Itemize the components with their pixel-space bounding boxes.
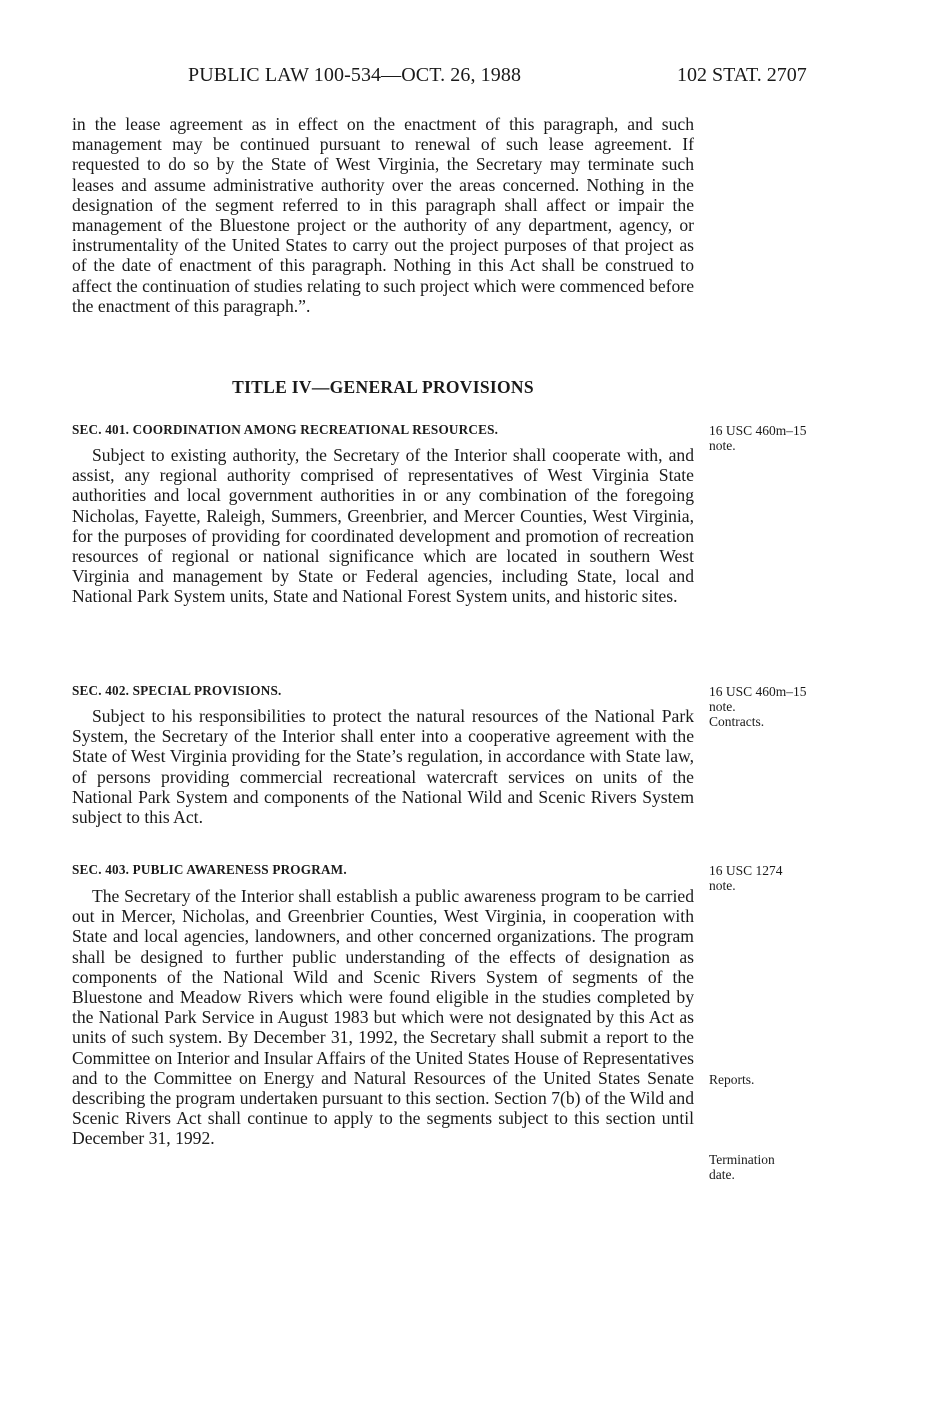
- section-402-body: [72, 706, 694, 827]
- margin-note-citation: 16 USC 460m–15: [709, 684, 807, 699]
- running-title: PUBLIC LAW 100-534—OCT. 26, 1988: [188, 64, 522, 86]
- continuation-paragraph: [72, 114, 694, 316]
- margin-note-sec401: [709, 423, 859, 453]
- section-403-text: The Secretary of the Interior shall establish a public awareness program to be carried out in Mercer, Nicholas, and Greenbrier Counties, West Virginia, in cooperation with State and local agencies, landowners, and other concerned organizations. The program shall be designed to further public understanding of the effects of designation as components of the National Wild and Scenic Rivers System of segments of the Bluestone and Meadow Rivers which were found eligible in the studies completed by the National Park Service in August 1983 but which were not designated by this Act as units of such system. By December 31, 1992, the Secretary shall submit a report to the Committee on Interior and Insular Affairs of the United States House of Representatives and to the Committee on Energy and Natural Resources of the United States Senate describing the program undertaken pursuant to this section. Section 7(b) of the Wild and Scenic Rivers Act shall continue to apply to the segments subject to this section until December 31, 1992.: [72, 886, 694, 1149]
- margin-note-reports: [709, 1072, 859, 1087]
- margin-note-contracts: Contracts.: [709, 714, 765, 729]
- section-401-heading: SEC. 401. COORDINATION AMONG RECREATIONAL RESOURCES.: [72, 422, 499, 437]
- margin-note-note: note.: [709, 438, 736, 453]
- margin-note-reports-text: Reports.: [709, 1072, 755, 1087]
- margin-note-termination: [709, 1152, 859, 1182]
- margin-note-termination-text: Termination: [709, 1152, 775, 1167]
- section-403-heading: SEC. 403. PUBLIC AWARENESS PROGRAM.: [72, 862, 347, 877]
- margin-note-citation: 16 USC 1274: [709, 863, 783, 878]
- section-403-body: [72, 886, 694, 1149]
- section-401-text: Subject to existing authority, the Secretary of the Interior shall cooperate with, and assist, any regional authority comprised of representatives of West Virginia State authorities and local government authorities in or any combination of the foregoing Nicholas, Fayette, Raleigh, Summers, Greenbrier, and Mercer Counties, West Virginia, for the purposes of providing for coordinated development and promotion of recreation resources of regional or national significance which are located in southern West Virginia and management by State or Federal agencies, including State, local and National Park System units, State and National Forest System units, and historic sites.: [72, 445, 694, 607]
- margin-note-date-text: date.: [709, 1167, 735, 1182]
- section-402-heading: SEC. 402. SPECIAL PROVISIONS.: [72, 683, 282, 698]
- title-heading: TITLE IV—GENERAL PROVISIONS: [232, 377, 534, 397]
- stat-page-number: 102 STAT. 2707: [677, 64, 807, 86]
- margin-note-sec402: [709, 684, 859, 729]
- section-401-body: [72, 445, 694, 607]
- margin-note-sec403: [709, 863, 859, 893]
- margin-note-citation: 16 USC 460m–15: [709, 423, 807, 438]
- margin-note-note: note.: [709, 878, 736, 893]
- margin-note-note: note.: [709, 699, 736, 714]
- section-402-text: Subject to his responsibilities to protect the natural resources of the National Park System, the Secretary of the Interior shall enter into a cooperative agreement with the State of West Virginia providing for the State’s regulation, in accordance with State law, of persons providing commercial recreational watercraft services on units of the National Park System and components of the National Wild and Scenic Rivers System subject to this Act.: [72, 706, 694, 828]
- continuation-text: in the lease agreement as in effect on the enactment of this paragraph, and such management may be continued pursuant to renewal of such lease agreement. If requested to do so by the State of West Virginia, the Secretary may terminate such leases and assume administrative authority over the areas concerned. Nothing in the designation of the segment referred to in this paragraph shall affect or impair the management of the Bluestone project or the authority of any department, agency, or instrumentality of the United States to carry out the project purposes of that project as of the date of enactment of this paragraph. Nothing in this Act shall be construed to affect the continuation of studies relating to such project which were commenced before the enactment of this paragraph.”.: [72, 114, 694, 316]
